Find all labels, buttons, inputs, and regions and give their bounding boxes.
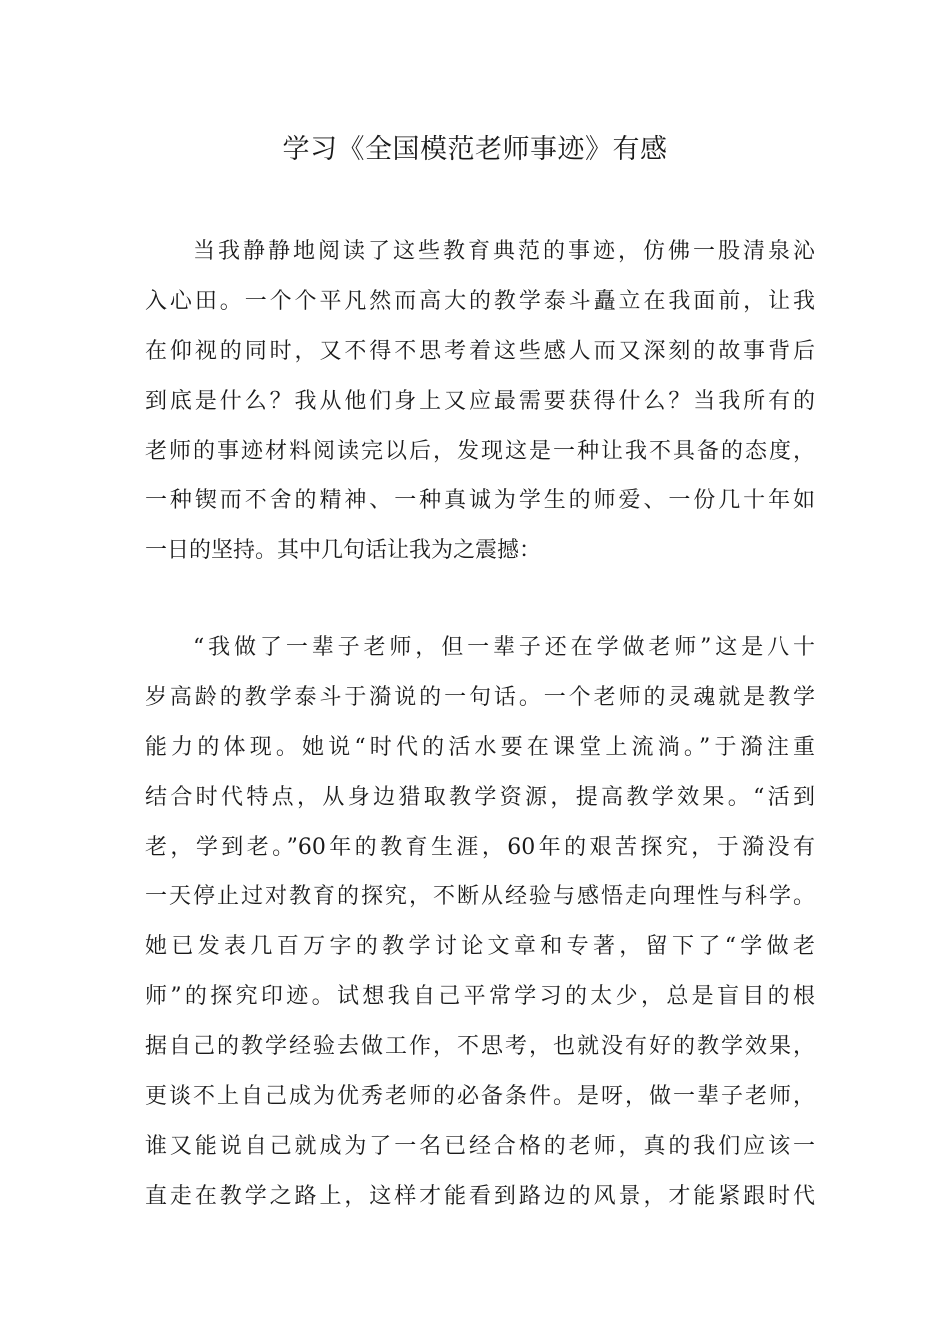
paragraph-line: 一日的坚持。其中几句话让我为之震撼： xyxy=(145,538,542,564)
paragraph-line: 她已发表几百万字的教学讨论文章和专著，留下了“学做老 xyxy=(145,934,815,960)
paragraph-line: 当我静静地阅读了这些教育典范的事迹，仿佛一股清泉沁 xyxy=(193,239,815,264)
paragraph-line: 到底是什么？我从他们身上又应最需要获得什么？当我所有的 xyxy=(145,388,815,414)
paragraph-line: 入心田。一个个平凡然而高大的教学泰斗矗立在我面前，让我 xyxy=(145,288,815,314)
paragraph-line: 据自己的教学经验去做工作，不思考，也就没有好的教学效果， xyxy=(145,1034,815,1060)
paragraph-1 xyxy=(145,227,815,576)
paragraph-2 xyxy=(145,623,815,1222)
paragraph-line: 老，学到老。”60年的教育生涯，60年的艰苦探究，于漪没有 xyxy=(145,834,815,860)
paragraph-line: 一种锲而不舍的精神、一种真诚为学生的师爱、一份几十年如 xyxy=(145,488,815,514)
paragraph-line: 师”的探究印迹。试想我自己平常学习的太少，总是盲目的根 xyxy=(145,984,815,1010)
paragraph-line: 能力的体现。她说“时代的活水要在课堂上流淌。”于漪注重 xyxy=(145,734,815,760)
paragraph-line: 岁高龄的教学泰斗于漪说的一句话。一个老师的灵魂就是教学 xyxy=(145,684,815,710)
paragraph-line: 在仰视的同时，又不得不思考着这些感人而又深刻的故事背后 xyxy=(145,338,815,364)
paragraph-line: 更谈不上自己成为优秀老师的必备条件。是呀，做一辈子老师， xyxy=(145,1084,815,1110)
paragraph-line: 一天停止过对教育的探究，不断从经验与感悟走向理性与科学。 xyxy=(145,884,815,910)
document-title: 学习《全国模范老师事迹》有感 xyxy=(282,134,668,165)
paragraph-line: 结合时代特点，从身边猎取教学资源，提高教学效果。“活到 xyxy=(145,784,815,810)
paragraph-line: “我做了一辈子老师，但一辈子还在学做老师”这是八十 xyxy=(193,635,815,660)
paragraph-line: 谁又能说自己就成为了一名已经合格的老师，真的我们应该一 xyxy=(145,1133,815,1159)
paragraph-line: 老师的事迹材料阅读完以后，发现这是一种让我不具备的态度， xyxy=(145,438,815,464)
paragraph-line: 直走在教学之路上，这样才能看到路边的风景，才能紧跟时代 xyxy=(145,1183,815,1209)
